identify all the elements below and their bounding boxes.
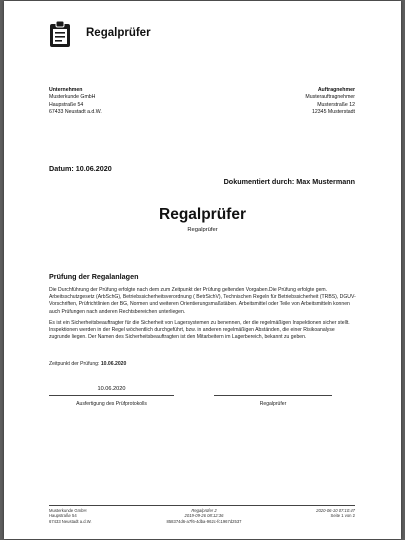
signature-line-right: [214, 395, 332, 396]
footer-left-line: 67433 Neustadt a.d.W.: [49, 518, 92, 524]
signature-label-left: Ausfertigung des Prüfprotokolls: [76, 401, 147, 407]
footer-divider: [49, 505, 355, 506]
document-title: Regalprüfer: [159, 206, 246, 223]
document-page: [4, 1, 401, 539]
header-title: Regalprüfer: [86, 27, 151, 39]
signature-date: 10.06.2020: [97, 386, 126, 392]
documented-by: Dokumentiert durch: Max Mustermann: [223, 177, 355, 186]
client-street: Haupstraße 54: [49, 101, 84, 108]
client-address: [49, 87, 102, 117]
footer-timestamp: 2020-06-10 07:10:47: [316, 508, 355, 513]
client-city: 67433 Neustadt a.d.W.: [49, 109, 102, 116]
signature-label-right: Regalprüfer: [259, 401, 287, 407]
section-title: Prüfung der Regalanlagen: [49, 272, 139, 281]
inspection-timepoint: [49, 361, 126, 367]
contractor-label: Auftragnehmer: [317, 87, 355, 93]
contractor-name: Musterauftragnehmer: [305, 94, 355, 101]
document-date: Datum: 10.06.2020: [49, 164, 112, 173]
footer-center-line: 858374d6-a7f6-4dba-962c-fc1967d2537: [166, 518, 242, 524]
signature-line-left: [49, 395, 174, 396]
contractor-city: 12345 Musterstadt: [312, 109, 355, 116]
timepoint-label: Zeitpunkt der Prüfung:: [49, 361, 100, 367]
contractor-address: [305, 87, 355, 117]
document-subtitle: Regalprüfer: [187, 227, 218, 233]
client-label: Unternehmen: [49, 87, 83, 93]
timepoint-value: 10.06.2020: [100, 361, 127, 367]
footer-right: [316, 508, 355, 519]
footer-left-line: Haupstraße 54: [49, 513, 77, 519]
footer-center: [134, 508, 274, 524]
footer-page-number: Seite 1 von 2: [330, 513, 355, 519]
footer-center-line: Regalprüfer 2: [191, 508, 217, 513]
section-paragraph-1: Die Durchführung der Prüfung erfolgte nach dem zum Zeitpunkt der Prüfung geltenden Vorgaben.Die Prüfung erfolgte gem. Arbeitsschutzgesetz (ArbSchG), Betriebssicherheitsverordnung ( BetrSichV), Technischen Regeln für Betriebssicherheit (TRBS), DGUV-Vorschriften, Prüfrichtlinien der BG, Normen und weiteren Orientierungsmaßstäben. Arbeitsmittel oder Teile von Arbeitsmitteln konnen auch Prüfungen nach anderen Rechtsbereichen unterliegen.: [49, 287, 356, 315]
footer-left: [49, 508, 92, 524]
clipboard-icon: [48, 20, 72, 48]
contractor-street: Musterstraße 12: [317, 101, 355, 108]
client-name: Musterkunde GmbH: [49, 94, 96, 101]
footer-center-line: 2019-09-26 08:12:36: [184, 513, 224, 519]
footer-left-line: Musterkunde GmbH: [49, 508, 87, 513]
section-paragraph-2: Es ist ein Sicherheitsbeauftragter für die Sicherheit von Lagersystemen zu benennen, der die regelmäßigen Inspektionen sicher stellt. Inspektionen werden in der Regel wöchentlich durchgeführt, bzw. in anderen regelmäßigen Abständen, die einer Risikoanalyse zugrunde liegen. Der Namen des Sicherheitsbeauftragten ist den Mitarbeitern im Lagerbereich, bekannt zu geben.: [49, 320, 350, 341]
